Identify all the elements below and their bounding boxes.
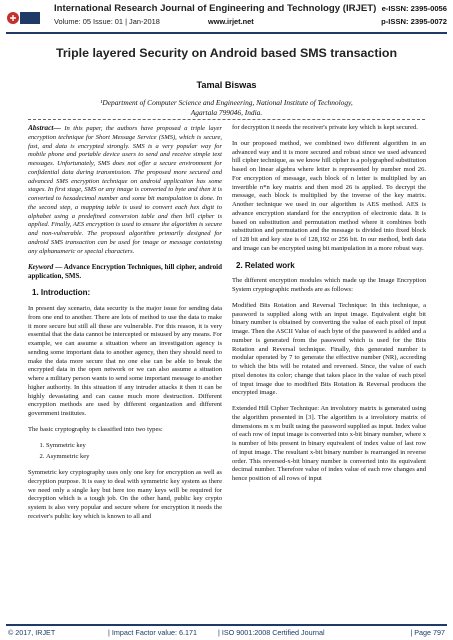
- author-name: Tamal Biswas: [196, 80, 257, 90]
- abstract-text: In this paper, the authors have proposed a triple layer encryption technique for Short Message Service (SMS), which is secure, fast, and data is encrypted strongly. SMS is a very popular way for mobile phone and portable device users to send and receive simple text messages. Unfortunately, SMS does not offer a secure environment for confidential data during transmission. The proposed more secured and advanced SMS encryption technique on android application has some stages. In first stage, SMS or any image is converted to byte and then it is converted to hexadecimal number and some bit manipulation is done. In the second step, a mapping table is used to convert each hex digit to alphabet using a predefined conversion table and then hill cipher is applied. Finally, AES encryption is used to ensure the algorithm is secure and non-vulnerable. The proposed algorithm primarily designed for android SMS transaction can be used for image or message containing any alphanumeric or special characters.: [28, 125, 222, 255]
- journal-title: International Research Journal of Engineering and Technology (IRJET): [54, 3, 377, 14]
- paragraph: The basic cryptography is classified into two types:: [28, 425, 163, 433]
- volume-issue: Volume: 05 Issue: 01 | Jan-2018: [54, 17, 160, 26]
- keywords-label: Keyword —: [28, 263, 63, 272]
- page-footer: [0, 628, 453, 640]
- paragraph: Symmetric key cryptography uses only one key for encryption as well as decryption purpose. It is easy to deal with symmetric key system as there we need only a single key but here too many keys will be required for decryption which is a tough job. On the other hand, public key crypto system is also very popular and secure where for encryption it needs the receiver's public key which is known to all and: [28, 469, 222, 520]
- paragraph: Extended Hill Cipher Technique: An involutory matrix is generated using the algorithm presented in [3]. The algorithm is a involutory matrix of dimensions m x m built using the password supplied as input. Index value of each row of input image is converted into x-bit binary number, where x is number of bits present in binary equivalent of index value of last row of input image. The resultant x-bit binary number is rearranged in reverse order. This reversed-x-bit binary number is converted into its equivalent decimal number. Therefore value of index value of each row changes and hence position of all rows of input: [232, 405, 426, 482]
- list-item: 1. Symmetric key: [46, 442, 222, 451]
- right-column: [232, 124, 426, 491]
- affiliation: [0, 98, 453, 117]
- abstract: [28, 124, 222, 256]
- list-item: 2. Asymmetric key: [46, 453, 222, 462]
- separator-dashed: [28, 119, 425, 120]
- footer-page-number: | Page 797: [410, 628, 445, 637]
- paragraph: for decryption it needs the receiver's private key which is kept secured.: [232, 124, 418, 131]
- section-heading-related-work: 2. Related work: [236, 260, 295, 270]
- irjet-logo: [6, 6, 42, 30]
- paper-title: Triple layered Security on Android based SMS transaction: [55, 46, 398, 60]
- cryptography-types-list: [28, 442, 222, 463]
- keywords: [28, 263, 222, 281]
- footer-copyright: © 2017, IRJET: [8, 628, 56, 637]
- paragraph: Modified Bits Rotation and Reversal Technique: In this technique, a password is supplied along with an input image. Equivalent eight bit binary number is obtained by converting the value of each pixel of input image. Then the ASCII Value of each byte of the password is added and a number is generated from the password which is used for the Bits Rotation and Reversal technique. Finally, this generated number is modular operated by 7 to generate the effective number (NR), according to which the bits will be rotated and reversed. Since, the value of each pixel denotes its color; change that takes place in the value of each pixel of input image due to modified Bits Rotation & Reversal produces the encrypted image.: [232, 301, 426, 397]
- affiliation-line-2: Agartala 799046, India.: [190, 107, 263, 117]
- abstract-label: Abstract—: [28, 123, 61, 132]
- p-issn: p-ISSN: 2395-0072: [381, 17, 447, 26]
- e-issn: e-ISSN: 2395-0056: [381, 4, 447, 13]
- paragraph: In present day scenario, data security is the major issue for sending data from one end to another. There are lots of method to use the data to make it more secure but still all these are vulnerable. For this reason, it is very essential that the data cannot be intercepted or misused by any means. For example, we can assume a situation where an investigation agency is sending some important data to another agency, then they should need to make the data more secure that no one else can be able to break the encrypted data in the open network or we can also assume a situation where a military person wants to send some important message to another higher authority. In this situation if any intruder attacks it then it can be highly devastating and can cause much more destruction. Different encryption methods are used by different organization and different government institutes.: [28, 305, 222, 417]
- footer-impact-factor: | Impact Factor value: 6.171: [108, 628, 197, 637]
- footer-iso: | ISO 9001:2008 Certified Journal: [218, 628, 325, 637]
- footer-rule: [6, 624, 447, 626]
- section-heading-introduction: 1. Introduction:: [32, 288, 91, 298]
- keywords-text: Advance Encryption Techniques, hill cipher, android application, SMS.: [28, 263, 222, 281]
- paragraph: The different encryption modules which made up the Image Encryption System cryptographic methods are as follows:: [232, 277, 426, 293]
- left-column: [28, 124, 222, 529]
- paragraph: In our proposed method, we combined two different algorithm in an advanced way and it is more secured and robust since we used advanced hill cipher technique, as we know hill cipher is a polygraphed substitution based on linear algebra where letter is represented by number mod 26. For encryption of message, each block of n letter is multiplied by an invertible n*n key matrix and then mod 26 is applied. To decrypt the message, each block is multiplied by the inverse of the key matrix. Another technique we used in our algorithm is AES method. AES is advance encryption standard for the encryption of electronic data. It is based on substitution and permutation method where it combines both substitution and permutation and the message is divided into fixed block of 128 bit and key size is of 128,192 or 256 bit. In our method, both data and image can be encrypted using bit manipulation in a more robust way.: [232, 139, 426, 252]
- header-rule: [6, 32, 447, 34]
- journal-url[interactable]: www.irjet.net: [208, 17, 254, 26]
- affiliation-line-1: ¹Department of Computer Science and Engineering, National Institute of Technology,: [100, 98, 353, 107]
- journal-header: [0, 0, 453, 38]
